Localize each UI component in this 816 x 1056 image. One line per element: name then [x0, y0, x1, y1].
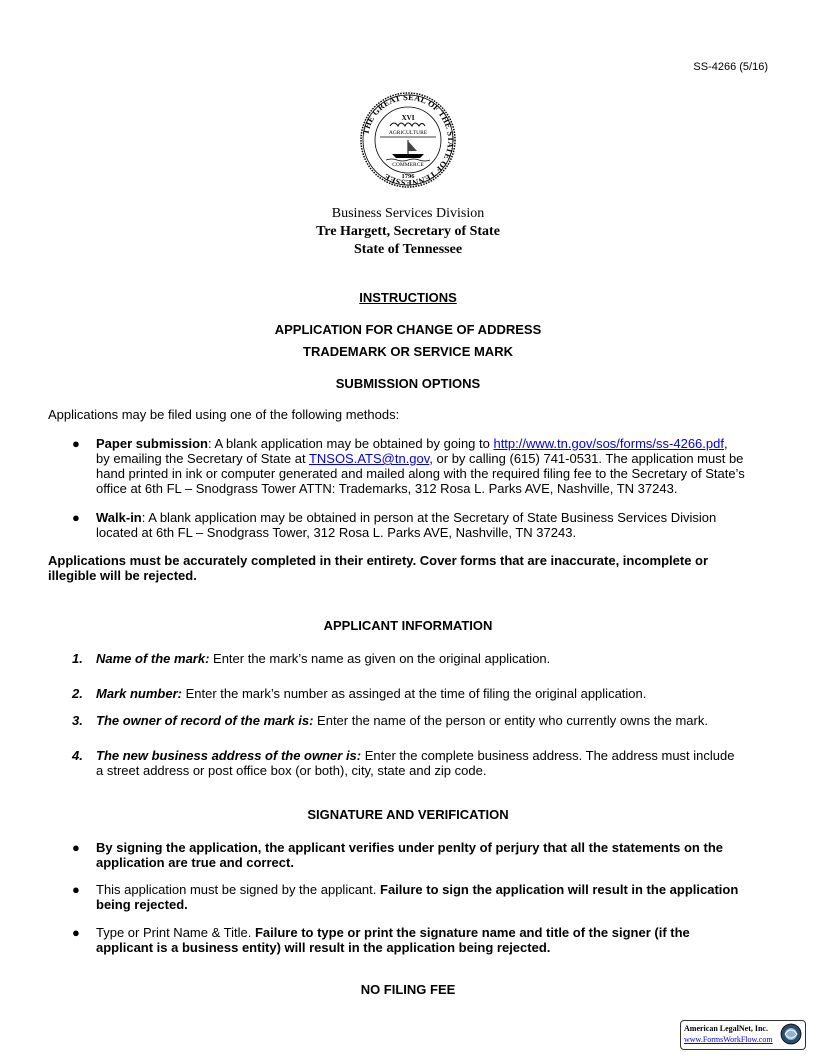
state-name: State of Tennessee — [353, 242, 463, 257]
item-text: Enter the mark’s number as assinged at the time of filing the original application. — [181, 686, 647, 701]
applicant-item-new-address — [96, 748, 768, 778]
paper-submission-item — [96, 436, 768, 496]
seal-roman: XVI — [401, 114, 415, 122]
sig-item-print-name — [96, 925, 768, 955]
seal-commerce: COMMERCE — [392, 162, 424, 168]
item-text: Enter the mark’s name as given on the original application. — [209, 651, 551, 666]
sig-item-perjury — [96, 840, 768, 870]
sig-b1-line1: By signing the application, the applicant verifies under penlty of perjury that all the statements on the — [96, 840, 723, 855]
item-label: Mark number: — [96, 686, 182, 701]
bullet-icon: ● — [72, 925, 80, 940]
warning-line2: illegible will be rejected. — [48, 568, 197, 583]
paper-line3: hand printed in ink or computer generated and mailed along with the required filing fee to the Secretary of State’s — [96, 466, 745, 481]
tennessee-state-seal — [358, 92, 458, 188]
paper-text3: by emailing the Secretary of State at — [96, 451, 309, 466]
submission-options-title: SUBMISSION OPTIONS — [335, 376, 481, 391]
sig-b3-bold: Failure to type or print the signature name and title of the signer (if the — [254, 925, 690, 940]
form-url-link[interactable]: http://www.tn.gov/sos/forms/ss-4266.pdf — [493, 436, 724, 451]
sig-b2-plain: This application must be signed by the applicant. — [96, 882, 381, 897]
seal-year: 1796 — [401, 173, 415, 180]
sig-b3-plain: Type or Print Name & Title. — [96, 925, 255, 940]
item-number: 2. — [72, 686, 83, 701]
application-title-line2: TRADEMARK OR SERVICE MARK — [303, 344, 513, 359]
accuracy-warning — [48, 553, 768, 583]
item-number: 3. — [72, 713, 83, 728]
bullet-icon: ● — [72, 436, 80, 451]
application-title-line1: APPLICATION FOR CHANGE OF ADDRESS — [274, 322, 542, 337]
no-filing-fee: NO FILING FEE — [360, 982, 456, 997]
email-link[interactable]: TNSOS.ATS@tn.gov — [308, 451, 430, 466]
applicant-item-mark-name — [96, 651, 768, 666]
warning-line1: Applications must be accurately completed in their entirety. Cover forms that are inaccurate, incomplete or — [48, 553, 709, 568]
walkin-line2: located at 6th FL – Snodgrass Tower, 312 Rosa L. Parks AVE, Nashville, TN 37243. — [96, 525, 577, 540]
item-label: The new business address of the owner is: — [96, 748, 362, 763]
globe-logo-icon — [780, 1023, 802, 1045]
sig-b3-line2: applicant is a business entity) will result in the application being rejected. — [96, 940, 551, 955]
item-text-line2: a street address or post office box (or both), city, state and zip code. — [96, 763, 487, 778]
badge-company: American LegalNet, Inc. — [684, 1024, 768, 1033]
item-text: Enter the complete business address. The address must include — [361, 748, 735, 763]
secretary-name: Tre Hargett, Secretary of State — [316, 224, 500, 239]
sig-item-signed — [96, 882, 768, 912]
item-label: Name of the mark: — [96, 651, 210, 666]
instructions-title: INSTRUCTIONS — [359, 290, 457, 305]
walkin-line1: : A blank application may be obtained in person at the Secretary of State Business Services Division — [141, 510, 717, 525]
sig-b2-line2: being rejected. — [96, 897, 188, 912]
item-text: Enter the name of the person or entity who currently owns the mark. — [313, 713, 708, 728]
applicant-information-title: APPLICANT INFORMATION — [323, 618, 493, 633]
paper-text2: , — [723, 436, 728, 451]
paper-label: Paper submission — [96, 436, 208, 451]
item-number: 1. — [72, 651, 83, 666]
walkin-item — [96, 510, 768, 540]
seal-ring-text: THE GREAT SEAL OF THE STATE OF TENNESSEE — [361, 92, 456, 188]
form-code: SS-4266 (5/16) — [693, 61, 768, 73]
sig-b2-bold: Failure to sign the application will result in the application — [380, 882, 739, 897]
paper-text1: : A blank application may be obtained by going to — [207, 436, 494, 451]
badge-site-link[interactable]: www.FormsWorkFlow.com — [684, 1035, 773, 1044]
item-label: The owner of record of the mark is: — [96, 713, 314, 728]
seal-agriculture: AGRICULTURE — [388, 130, 428, 136]
sig-b1-line2: application are true and correct. — [96, 855, 294, 870]
paper-line4: office at 6th FL – Snodgrass Tower ATTN: Trademarks, 312 Rosa L. Parks AVE, Nashville, TN 37243. — [96, 481, 678, 496]
paper-text4: , or by calling (615) 741-0531. The application must be — [429, 451, 744, 466]
bullet-icon: ● — [72, 882, 80, 897]
walkin-label: Walk-in — [96, 510, 142, 525]
applicant-item-mark-number — [96, 686, 768, 701]
legalnet-badge[interactable] — [680, 1020, 806, 1050]
division-name: Business Services Division — [331, 206, 485, 221]
intro-text: Applications may be filed using one of the following methods: — [48, 407, 400, 422]
bullet-icon: ● — [72, 840, 80, 855]
applicant-item-owner — [96, 713, 768, 728]
bullet-icon: ● — [72, 510, 80, 525]
signature-verification-title: SIGNATURE AND VERIFICATION — [307, 807, 509, 822]
item-number: 4. — [72, 748, 83, 763]
